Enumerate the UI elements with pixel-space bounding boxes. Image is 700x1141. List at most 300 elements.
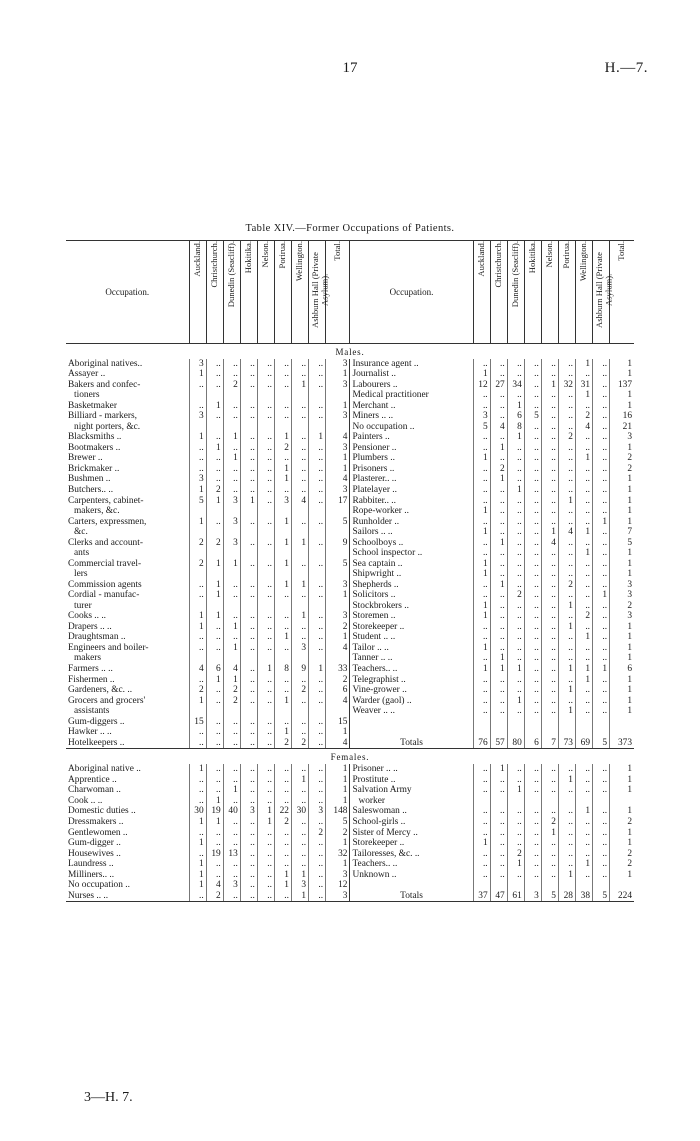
count-cell: .. [507,870,524,881]
count-cell [206,506,223,517]
count-cell: .. [575,643,592,654]
count-cell: .. [309,443,326,454]
count-cell: .. [274,849,291,860]
count-cell: .. [593,849,610,860]
count-cell: 4 [223,664,240,675]
occupation-name: Student .. .. [352,632,396,643]
count-cell: .. [541,643,558,654]
count-cell: .. [240,849,257,860]
count-cell: .. [291,464,308,475]
count-cell: .. [558,590,575,601]
row-total-cell: 3 [326,870,350,881]
count-cell: 2 [575,411,592,422]
row-total-cell: 3 [326,411,350,422]
count-cell: .. [575,580,592,591]
count-cell: .. [473,706,490,717]
count-cell: .. [524,685,541,696]
row-total-cell: 1 [326,464,350,475]
count-cell: .. [541,706,558,717]
count-cell: .. [541,422,558,433]
occupation-name: Charwoman .. [68,785,121,796]
occupation-name: Rope-worker .. [352,506,409,517]
count-cell: 1 [575,453,592,464]
occupation-name: Dressmakers .. [68,817,124,827]
count-cell: .. [490,453,507,464]
row-total-cell: 33 [326,664,350,675]
count-cell: .. [257,464,274,475]
table-title: Table XIV.—Former Occupations of Patients. [245,223,455,234]
count-cell: .. [473,785,490,796]
count-cell: .. [223,891,240,902]
row-total-cell: 1 [326,764,350,775]
table-row [66,369,634,380]
count-cell: .. [240,664,257,675]
row-total-cell: 3 [326,359,350,370]
count-cell: 2 [189,685,206,696]
count-cell: .. [490,559,507,570]
count-cell: .. [524,632,541,643]
count-cell [257,422,274,433]
occupation-name: Sailors .. .. [352,527,393,538]
count-cell: .. [240,517,257,528]
occupation-name: night porters, &c. [74,421,141,432]
count-cell: .. [240,369,257,380]
row-total-cell [610,796,634,807]
count-cell: 1 [309,664,326,675]
occupation-name: Storemen .. [352,611,396,622]
count-cell: .. [473,538,490,549]
count-cell: .. [223,859,240,870]
count-cell: .. [240,432,257,443]
occupation-name: Miners .. .. [352,411,394,422]
count-cell: .. [575,601,592,612]
count-cell: .. [473,359,490,370]
count-cell: .. [274,401,291,412]
count-cell: .. [206,369,223,380]
count-cell: .. [558,369,575,380]
row-total-cell: 3 [610,580,634,591]
count-cell: .. [558,611,575,622]
row-total-cell: 1 [326,369,350,380]
count-cell: .. [240,643,257,654]
count-cell: .. [541,849,558,860]
count-cell: .. [593,828,610,839]
count-cell: .. [524,696,541,707]
table-row [66,891,634,902]
occupation-name: Commission agents [68,579,142,590]
count-cell: .. [507,453,524,464]
occupation-name: assistants [74,706,110,717]
count-cell: .. [507,538,524,549]
count-cell: .. [558,643,575,654]
count-cell: .. [274,453,291,464]
count-cell: 4 [206,880,223,891]
count-cell: .. [541,764,558,775]
count-cell: .. [309,859,326,870]
occupation-name: Insurance agent .. [352,358,419,369]
count-cell: .. [257,380,274,391]
row-total-cell: 1 [610,706,634,717]
table-row [66,496,634,507]
row-total-cell: 1 [610,485,634,496]
count-cell [291,653,308,664]
count-cell: .. [309,785,326,796]
count-cell: 1 [223,785,240,796]
count-cell: 1 [507,696,524,707]
count-cell: .. [274,764,291,775]
count-cell: .. [558,485,575,496]
count-cell: 1 [473,611,490,622]
count-cell: 4 [490,422,507,433]
count-cell: 1 [206,401,223,412]
occupation-name: Domestic duties .. [68,806,136,817]
count-cell: .. [274,796,291,807]
count-cell [274,601,291,612]
count-cell [274,390,291,401]
occupation-name: Fishermen .. [68,674,115,685]
count-cell: .. [575,559,592,570]
row-total-cell: 6 [610,664,634,675]
count-cell: .. [274,643,291,654]
count-cell: .. [223,401,240,412]
count-cell: 1 [575,548,592,559]
count-cell: .. [274,359,291,370]
count-cell [223,653,240,664]
count-cell [291,506,308,517]
count-cell: .. [274,622,291,633]
count-cell: .. [507,611,524,622]
count-cell: .. [473,517,490,528]
count-cell: .. [593,390,610,401]
empty-cell [541,717,558,728]
count-cell: .. [291,474,308,485]
count-cell: .. [189,675,206,686]
occupation-name: Vine-grower .. [352,685,407,696]
count-cell: .. [257,775,274,786]
count-cell: .. [541,696,558,707]
column-header [593,241,614,344]
count-cell: .. [223,411,240,422]
occupation-name: Prisoners .. [352,463,395,474]
column-header [575,241,592,344]
count-cell: .. [257,717,274,728]
count-cell: .. [473,580,490,591]
count-cell: .. [575,517,592,528]
count-cell: 3 [223,880,240,891]
occupation-name: No occupation .. [352,421,415,432]
count-cell: .. [507,653,524,664]
count-cell: .. [274,717,291,728]
count-cell: .. [490,643,507,654]
count-cell: 1 [189,870,206,881]
occupation-name: Carpenters, cabinet- [68,495,144,506]
count-cell: .. [240,859,257,870]
count-cell: 1 [189,369,206,380]
count-cell [206,548,223,559]
count-cell: .. [507,775,524,786]
grand-total-cell: 224 [610,891,634,902]
count-cell: .. [291,696,308,707]
table-row [66,717,634,728]
count-cell: 1 [189,432,206,443]
count-cell: .. [490,485,507,496]
count-cell: .. [189,632,206,643]
count-cell: .. [309,559,326,570]
row-total-cell: 1 [326,632,350,643]
count-cell: .. [541,632,558,643]
count-cell: 6 [507,411,524,422]
count-cell: .. [593,464,610,475]
count-cell: 19 [206,849,223,860]
empty-cell [558,717,575,728]
count-cell: .. [291,622,308,633]
count-cell: .. [206,764,223,775]
occupation-name: Solicitors .. [352,590,396,601]
count-cell: 1 [291,775,308,786]
column-header-label: Christchurch. [208,241,219,288]
table-row [66,764,634,775]
table-row [66,796,634,807]
count-cell: .. [558,806,575,817]
column-total-cell: 37 [473,891,490,902]
count-cell: 1 [206,796,223,807]
count-cell [274,548,291,559]
occupation-name: Medical practitioner [352,390,429,401]
count-cell: 1 [575,806,592,817]
count-cell: 30 [189,806,206,817]
count-cell [309,548,326,559]
count-cell: 1 [223,622,240,633]
column-total-cell: 6 [524,738,541,749]
count-cell [274,569,291,580]
count-cell: .. [524,653,541,664]
count-cell: .. [257,432,274,443]
count-cell: .. [575,849,592,860]
count-cell: .. [257,401,274,412]
row-total-cell: 1 [610,474,634,485]
count-cell [240,653,257,664]
table-row [66,806,634,817]
count-cell: .. [575,785,592,796]
count-cell: .. [257,622,274,633]
occupation-name: Merchant .. [352,400,396,411]
count-cell: .. [189,738,206,749]
count-cell: .. [206,859,223,870]
count-cell: .. [274,485,291,496]
count-cell: .. [240,580,257,591]
count-cell: 3 [473,411,490,422]
table-row [66,738,634,749]
count-cell: .. [223,485,240,496]
count-cell: .. [189,453,206,464]
column-total-cell: 73 [558,738,575,749]
count-cell: .. [240,828,257,839]
section-heading-row [66,749,634,765]
count-cell [257,506,274,517]
column-header [291,241,308,344]
count-cell: 1 [309,432,326,443]
occupation-name: Bootmakers .. [68,442,121,453]
count-cell: .. [507,601,524,612]
count-cell: .. [593,675,610,686]
empty-cell [473,727,490,738]
count-cell: .. [524,453,541,464]
occupation-name: Shepherds .. [352,579,399,590]
count-cell: .. [189,891,206,902]
count-cell: 1 [257,817,274,828]
count-cell: .. [206,380,223,391]
occupation-name: Salvation Army [352,785,412,796]
count-cell: .. [541,590,558,601]
count-cell: 1 [507,485,524,496]
count-cell: .. [257,411,274,422]
count-cell: .. [575,706,592,717]
count-cell: .. [223,838,240,849]
sheet-signature: 3—H. 7. [84,1090,133,1105]
count-cell: 32 [558,380,575,391]
count-cell: 1 [206,559,223,570]
count-cell: .. [524,390,541,401]
count-cell: .. [593,548,610,559]
occupation-name: Engineers and boiler- [68,642,149,653]
count-cell: 1 [206,611,223,622]
count-cell: .. [291,828,308,839]
count-cell: .. [223,738,240,749]
row-total-cell: 1 [610,359,634,370]
count-cell: .. [240,632,257,643]
count-cell [575,796,592,807]
count-cell: .. [507,390,524,401]
row-total-cell: 7 [610,527,634,538]
count-cell: .. [558,443,575,454]
count-cell: 1 [473,643,490,654]
occupation-name: Blacksmiths .. [68,432,122,443]
count-cell: .. [507,474,524,485]
count-cell: .. [274,785,291,796]
count-cell: .. [206,870,223,881]
count-cell: .. [575,538,592,549]
count-cell: .. [257,453,274,464]
count-cell: .. [291,838,308,849]
count-cell: 1 [274,474,291,485]
occupation-column-header: Occupation. [350,241,473,344]
column-header-label: Porirua. [561,241,572,269]
count-cell [274,653,291,664]
count-cell: .. [189,785,206,796]
row-total-cell: 15 [326,717,350,728]
count-cell: .. [206,359,223,370]
count-cell: .. [240,485,257,496]
count-cell: .. [490,369,507,380]
row-total-cell: 2 [610,849,634,860]
count-cell [223,390,240,401]
count-cell: .. [291,632,308,643]
count-cell: .. [507,548,524,559]
count-cell: 2 [223,696,240,707]
count-cell: .. [524,359,541,370]
count-cell: .. [189,590,206,601]
count-cell: .. [541,359,558,370]
count-cell: .. [240,738,257,749]
count-cell: .. [558,559,575,570]
count-cell: .. [309,717,326,728]
count-cell: 3 [240,806,257,817]
count-cell: .. [541,838,558,849]
count-cell [257,601,274,612]
row-total-cell: 1 [610,696,634,707]
count-cell [257,527,274,538]
empty-cell [507,727,524,738]
count-cell: .. [473,443,490,454]
count-cell [257,653,274,664]
count-cell: 1 [274,632,291,643]
count-cell: .. [291,796,308,807]
count-cell: .. [490,859,507,870]
count-cell [223,422,240,433]
count-cell: .. [291,432,308,443]
count-cell: .. [206,622,223,633]
occupation-name: Teachers.. .. [352,664,398,675]
count-cell: .. [524,764,541,775]
column-total-cell: 76 [473,738,490,749]
row-total-cell: 2 [326,675,350,686]
column-header [507,241,524,344]
occupation-name: Brickmaker .. [68,463,120,474]
count-cell [291,422,308,433]
count-cell: 1 [507,432,524,443]
row-total-cell: 1 [610,548,634,559]
count-cell: 1 [507,664,524,675]
row-total-cell: 3 [326,611,350,622]
occupation-name: Gentlewomen .. [68,827,128,838]
count-cell: .. [593,496,610,507]
count-cell: .. [541,675,558,686]
count-cell: .. [575,369,592,380]
occupation-name: Cook .. .. [68,795,103,806]
count-cell: .. [240,764,257,775]
column-header-label: Nelson. [260,241,271,268]
count-cell: .. [223,817,240,828]
count-cell: .. [309,411,326,422]
count-cell: .. [309,775,326,786]
count-cell: .. [309,764,326,775]
table-row [66,401,634,412]
count-cell [524,796,541,807]
count-cell: 1 [223,675,240,686]
count-cell: 1 [223,559,240,570]
row-total-cell: 1 [610,401,634,412]
count-cell: .. [309,474,326,485]
count-cell: .. [593,527,610,538]
occupation-name: Teachers.. .. [352,859,398,870]
count-cell: .. [558,764,575,775]
row-total-cell: 1 [610,369,634,380]
occupation-name: Assayer .. [68,369,106,380]
count-cell: .. [223,580,240,591]
count-cell: .. [541,548,558,559]
count-cell: .. [473,590,490,601]
count-cell: .. [257,696,274,707]
count-cell: .. [507,643,524,654]
count-cell: .. [507,806,524,817]
count-cell: .. [257,891,274,902]
row-total-cell: 137 [610,380,634,391]
count-cell: .. [558,696,575,707]
count-cell: .. [507,675,524,686]
occupation-name: Housewives .. [68,848,121,859]
count-cell: .. [473,485,490,496]
count-cell: .. [291,675,308,686]
